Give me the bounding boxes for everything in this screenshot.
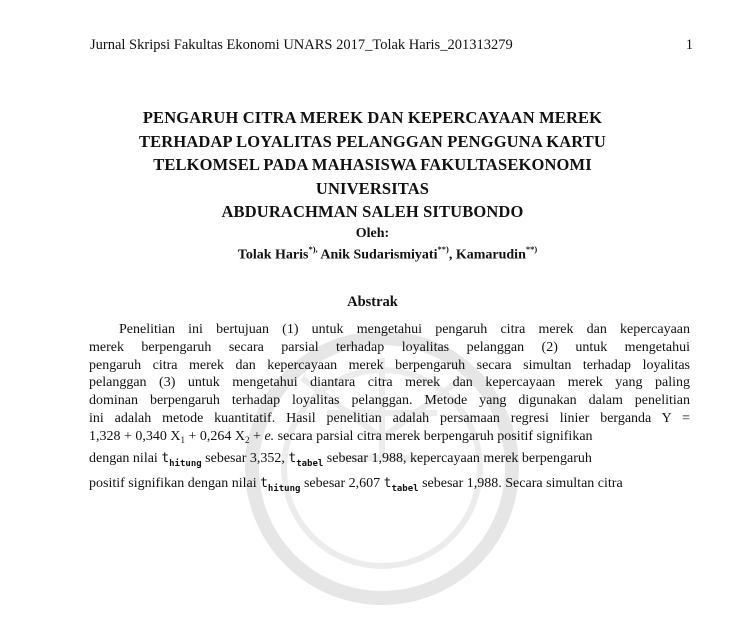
author-2: Anik Sudarismiyati bbox=[317, 247, 438, 263]
eq-error-term: e. bbox=[264, 428, 275, 444]
t-tabel-sub-2: tabel bbox=[391, 483, 419, 494]
paper-title bbox=[0, 106, 745, 244]
line8-part-1: dengan nilai bbox=[89, 450, 162, 466]
eq-part-2: + 0,264 X bbox=[185, 428, 246, 444]
abstract-line-6: ini adalah metode kuantitatif. Hasil penelitian adalah persamaan regresi linier berganda Y = bbox=[89, 410, 690, 426]
page-number: 1 bbox=[685, 37, 693, 53]
title-line-3: TELKOMSEL PADA MAHASISWA FAKULTASEKONOMI bbox=[153, 155, 592, 174]
t-tabel-var: t bbox=[288, 450, 297, 466]
line8-part-3: sebesar 1,988, kepercayaan merek berpengaruh bbox=[323, 450, 592, 466]
author-line bbox=[0, 245, 745, 264]
title-line-1: PENGARUH CITRA MEREK DAN KEPERCAYAAN MEREK bbox=[142, 108, 603, 127]
abstract-line-8 bbox=[89, 447, 690, 472]
t-hitung-sub: hitung bbox=[169, 458, 202, 469]
eq-sub-2: 2 bbox=[245, 434, 250, 445]
author-2-mark: **) bbox=[437, 244, 449, 254]
eq-part-3: + bbox=[249, 428, 265, 444]
abstract-line-5: dominan berpengaruh terhadap loyalitas pelanggan. Metode yang digunakan dalam penelitian bbox=[89, 393, 690, 409]
abstract-line-4: pelanggan (3) untuk mengetahui diantara citra merek dan kepercayaan merek yang paling bbox=[89, 375, 690, 391]
abstract-line-2: merek berpengaruh secara parsial terhadap loyalitas pelanggan (2) untuk mengetahui bbox=[89, 339, 690, 355]
abstract-line-9 bbox=[89, 472, 690, 497]
running-header bbox=[90, 37, 693, 54]
title-line-2: TERHADAP LOYALITAS PELANGGAN PENGGUNA KARTU bbox=[138, 131, 607, 151]
author-3: , Kamarudin bbox=[448, 247, 526, 263]
line8-part-2: sebesar 3,352, bbox=[201, 450, 289, 466]
author-1-mark: *), bbox=[308, 244, 318, 254]
abstract-line-3: pengaruh citra merek dan kepercayaan merek berpengaruh secara simultan terhadap loyalitas bbox=[89, 357, 690, 373]
abstract-line-1: Penelitian ini bertujuan (1) untuk mengetahui pengaruh citra merek dan kepercayaan bbox=[119, 322, 690, 337]
oleh-label: Oleh: bbox=[355, 225, 390, 241]
t-hitung-sub-2: hitung bbox=[267, 483, 301, 494]
author-1: Tolak Haris bbox=[237, 247, 309, 263]
line9-part-3: sebesar 1,988. Secara simultan citra bbox=[418, 475, 623, 491]
t-hitung-var-2: t bbox=[260, 475, 268, 491]
line9-part-1: positif signifikan dengan nilai bbox=[89, 475, 261, 491]
eq-sub-1: 1 bbox=[180, 434, 186, 445]
title-line-4: UNIVERSITAS bbox=[315, 178, 430, 198]
t-tabel-var-2: t bbox=[383, 475, 392, 491]
t-tabel-sub: tabel bbox=[296, 458, 324, 469]
abstract-heading: Abstrak bbox=[347, 294, 398, 310]
regression-equation-line bbox=[89, 428, 690, 447]
eq-part-4: secara parsial citra merek berpengaruh positif signifikan bbox=[274, 428, 593, 444]
line9-part-2: sebesar 2,607 bbox=[300, 475, 384, 491]
journal-info: Jurnal Skripsi Fakultas Ekonomi UNARS 2017_Tolak Haris_201313279 bbox=[90, 37, 513, 53]
eq-part-1: 1,328 + 0,340 X bbox=[89, 428, 181, 444]
title-line-5: ABDURACHMAN SALEH SITUBONDO bbox=[221, 202, 524, 221]
t-hitung-var: t bbox=[161, 450, 170, 466]
author-3-mark: **) bbox=[525, 244, 538, 254]
abstract-body bbox=[89, 321, 690, 497]
